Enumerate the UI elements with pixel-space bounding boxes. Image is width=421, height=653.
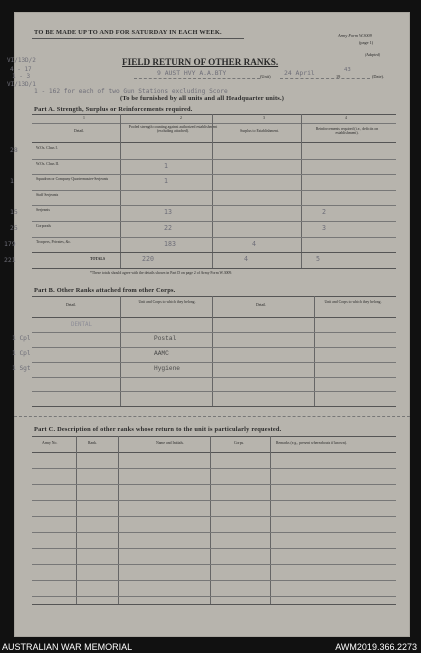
part-a-row-strength: 13 — [164, 208, 172, 217]
part-c-head-rank: Rank. — [88, 441, 97, 445]
part-a-row-line — [32, 221, 396, 222]
part-b-top-border — [32, 296, 396, 297]
col-num-1: 1 — [83, 116, 85, 120]
part-c-head-remarks: Remarks (e.g., present whereabouts if known). — [276, 441, 347, 445]
furnished-instruction: (To be furnished by all units and all Headquarter units.) — [120, 95, 285, 102]
form-instruction: TO BE MADE UP TO AND FOR SATURDAY IN EACH WEEK. — [34, 29, 222, 36]
part-b-row-unit: AAMC — [154, 350, 169, 357]
part-c-row-line — [32, 564, 396, 565]
part-a-row-line — [32, 205, 396, 206]
col-num-2: 2 — [180, 116, 182, 120]
part-a-margin-note: 179 — [4, 239, 16, 248]
date-dotted-line — [280, 78, 370, 79]
part-b-heading: Part B. Other Ranks attached from other Corps. — [34, 287, 176, 294]
col-num-3: 3 — [263, 116, 265, 120]
margin-ref-3: 1 - 3 — [12, 73, 31, 80]
date-prefix: 19 — [336, 74, 341, 79]
part-c-head-army-no: Army No. — [42, 441, 58, 445]
part-c-top-border — [32, 436, 396, 437]
handwritten-note: 1 - 162 for each of two Gun Stations excluding Score — [34, 88, 228, 95]
footer-accession-number: AWM2019.366.2273 — [335, 642, 417, 652]
part-c-col-divider-2 — [118, 436, 119, 604]
part-a-col-divider-1 — [120, 114, 121, 268]
part-c-row-line — [32, 532, 396, 533]
part-a-col-divider-2 — [212, 114, 213, 268]
instruction-underline — [32, 38, 244, 39]
part-a-row-surplus: 4 — [252, 239, 256, 248]
col-head-strength: Pooled strength counting against authorized establishment (excluding attached). — [128, 125, 218, 134]
part-b-head-detail-1: Detail. — [66, 303, 77, 307]
part-a-row-line — [32, 159, 396, 160]
part-b-head-unit-1: Unit and Corps to which they belong. — [138, 300, 196, 304]
totals-strength: 220 — [142, 255, 154, 263]
part-a-row-detail: Squadron or Company Quartermaster-Serjeants — [36, 177, 109, 182]
part-b-head-detail-2: Detail. — [256, 303, 267, 307]
part-a-row-detail: Corporals — [36, 224, 51, 228]
part-c-row-line — [32, 484, 396, 485]
totals-bottom-border — [32, 268, 396, 269]
unit-name: 9 AUST HVY A.A.BTY — [157, 69, 227, 77]
date-label: (Date). — [372, 74, 385, 79]
col-head-reinforcements: Reinforcements required (i.e., deficits on establishment). — [315, 127, 379, 136]
form-sheet — [4, 12, 410, 637]
part-a-col-divider-3 — [301, 114, 302, 268]
part-c-row-line — [32, 548, 396, 549]
form-title: FIELD RETURN OF OTHER RANKS. — [122, 57, 279, 67]
col-head-detail: Detail. — [74, 129, 85, 133]
part-c-bottom-border — [32, 604, 396, 605]
part-c-row-line — [32, 516, 396, 517]
part-b-row-line — [32, 377, 396, 378]
part-a-row-strength: 22 — [164, 224, 172, 232]
part-a-row-detail: W.Os. Class II. — [36, 161, 59, 166]
part-c-heading: Part C. Description of other ranks whose return to the unit is particularly requested. — [34, 426, 282, 433]
footer-institution: AUSTRALIAN WAR MEMORIAL — [2, 642, 133, 652]
part-b-redacted-entry: DENTAL — [71, 322, 92, 328]
part-b-head-unit-2: Unit and Corps to which they belong. — [324, 300, 382, 304]
part-c-row-line — [32, 580, 396, 581]
return-year: 43 — [344, 67, 351, 73]
part-a-row-detail: Troopers, Privates, &c. — [36, 239, 72, 244]
part-b-col-divider-2 — [212, 296, 213, 406]
part-a-margin-note: 25 — [10, 224, 18, 232]
part-a-row-reinforcements: 3 — [322, 224, 326, 232]
unit-label: (Unit) — [260, 74, 271, 79]
part-b-row-line — [32, 332, 396, 333]
totals-top-border — [32, 252, 396, 253]
part-b-row-line-5 — [32, 391, 396, 392]
form-page: (page 1) — [359, 40, 374, 45]
part-b-row-line — [32, 347, 396, 348]
part-c-col-divider-4 — [270, 436, 271, 604]
part-c-head-divider — [32, 452, 396, 453]
part-a-row-detail: Serjeants — [36, 208, 50, 213]
margin-ref-1: VI/13D/2 — [7, 57, 36, 64]
part-c-col-divider-3 — [210, 436, 211, 604]
totals-reinforcements: 5 — [316, 255, 320, 263]
part-b-row-detail: 1 Cpl — [12, 335, 31, 342]
archive-footer — [0, 640, 421, 653]
form-adapted: (Adapted) — [365, 53, 381, 57]
part-a-row-strength: 183 — [164, 239, 176, 248]
col-num-4: 4 — [345, 116, 347, 120]
part-a-row-line — [32, 237, 396, 238]
part-a-top-border — [32, 114, 396, 115]
part-a-margin-note: 15 — [10, 208, 18, 217]
part-a-margin-note: 1 — [10, 177, 14, 186]
unit-dotted-line — [134, 78, 260, 79]
col-head-surplus: Surplus to Establishment. — [240, 129, 279, 133]
part-a-row-reinforcements: 2 — [322, 208, 326, 217]
part-a-head-divider — [32, 142, 396, 143]
part-b-col-divider-3 — [314, 296, 315, 406]
part-b-row-detail: 1 Cpl — [12, 350, 31, 357]
part-c-head-corps: Corps. — [234, 441, 245, 445]
perforation-line — [14, 416, 410, 417]
part-a-footnote: *These totals should agree with the details shown in Part D on page 2 of Army Form W.3009. — [90, 271, 233, 275]
part-c-col-divider-1 — [76, 436, 77, 604]
part-c-row-line — [32, 500, 396, 501]
part-a-row-strength: 1 — [164, 161, 168, 170]
form-number: Army Form W.3009 — [338, 33, 372, 38]
part-c-row-line — [32, 468, 396, 469]
part-b-row-detail: 1 Sgt — [12, 365, 31, 372]
part-b-row-line — [32, 362, 396, 363]
part-a-row-detail: Staff Serjeants — [36, 192, 59, 197]
part-a-margin-note: 28 — [10, 146, 18, 154]
part-b-row-unit: Postal — [154, 335, 177, 342]
part-a-row-detail: W.Os. Class I. — [36, 146, 58, 150]
return-date: 24 April — [284, 69, 315, 77]
part-a-num-divider — [32, 123, 396, 124]
part-c-head-name: Name and Initials. — [156, 441, 184, 445]
part-b-col-divider-1 — [120, 296, 121, 406]
part-a-row-strength: 1 — [164, 177, 168, 186]
margin-ref-4: VI/13D/1 — [7, 81, 36, 88]
part-b-head-divider — [32, 317, 396, 318]
part-a-row-line — [32, 174, 396, 175]
part-a-heading: Part A. Strength, Surplus or Reinforcements required. — [34, 106, 193, 113]
totals-label: TOTALS — [90, 257, 106, 261]
part-a-row-line — [32, 190, 396, 191]
totals-surplus: 4 — [244, 255, 248, 263]
part-c-row-line — [32, 596, 396, 597]
totals-margin-note: 221 — [4, 256, 16, 264]
margin-ref-2: 4 - 17 — [10, 66, 32, 73]
part-b-bottom-border — [32, 406, 396, 407]
part-b-row-unit: Hygiene — [154, 365, 180, 372]
